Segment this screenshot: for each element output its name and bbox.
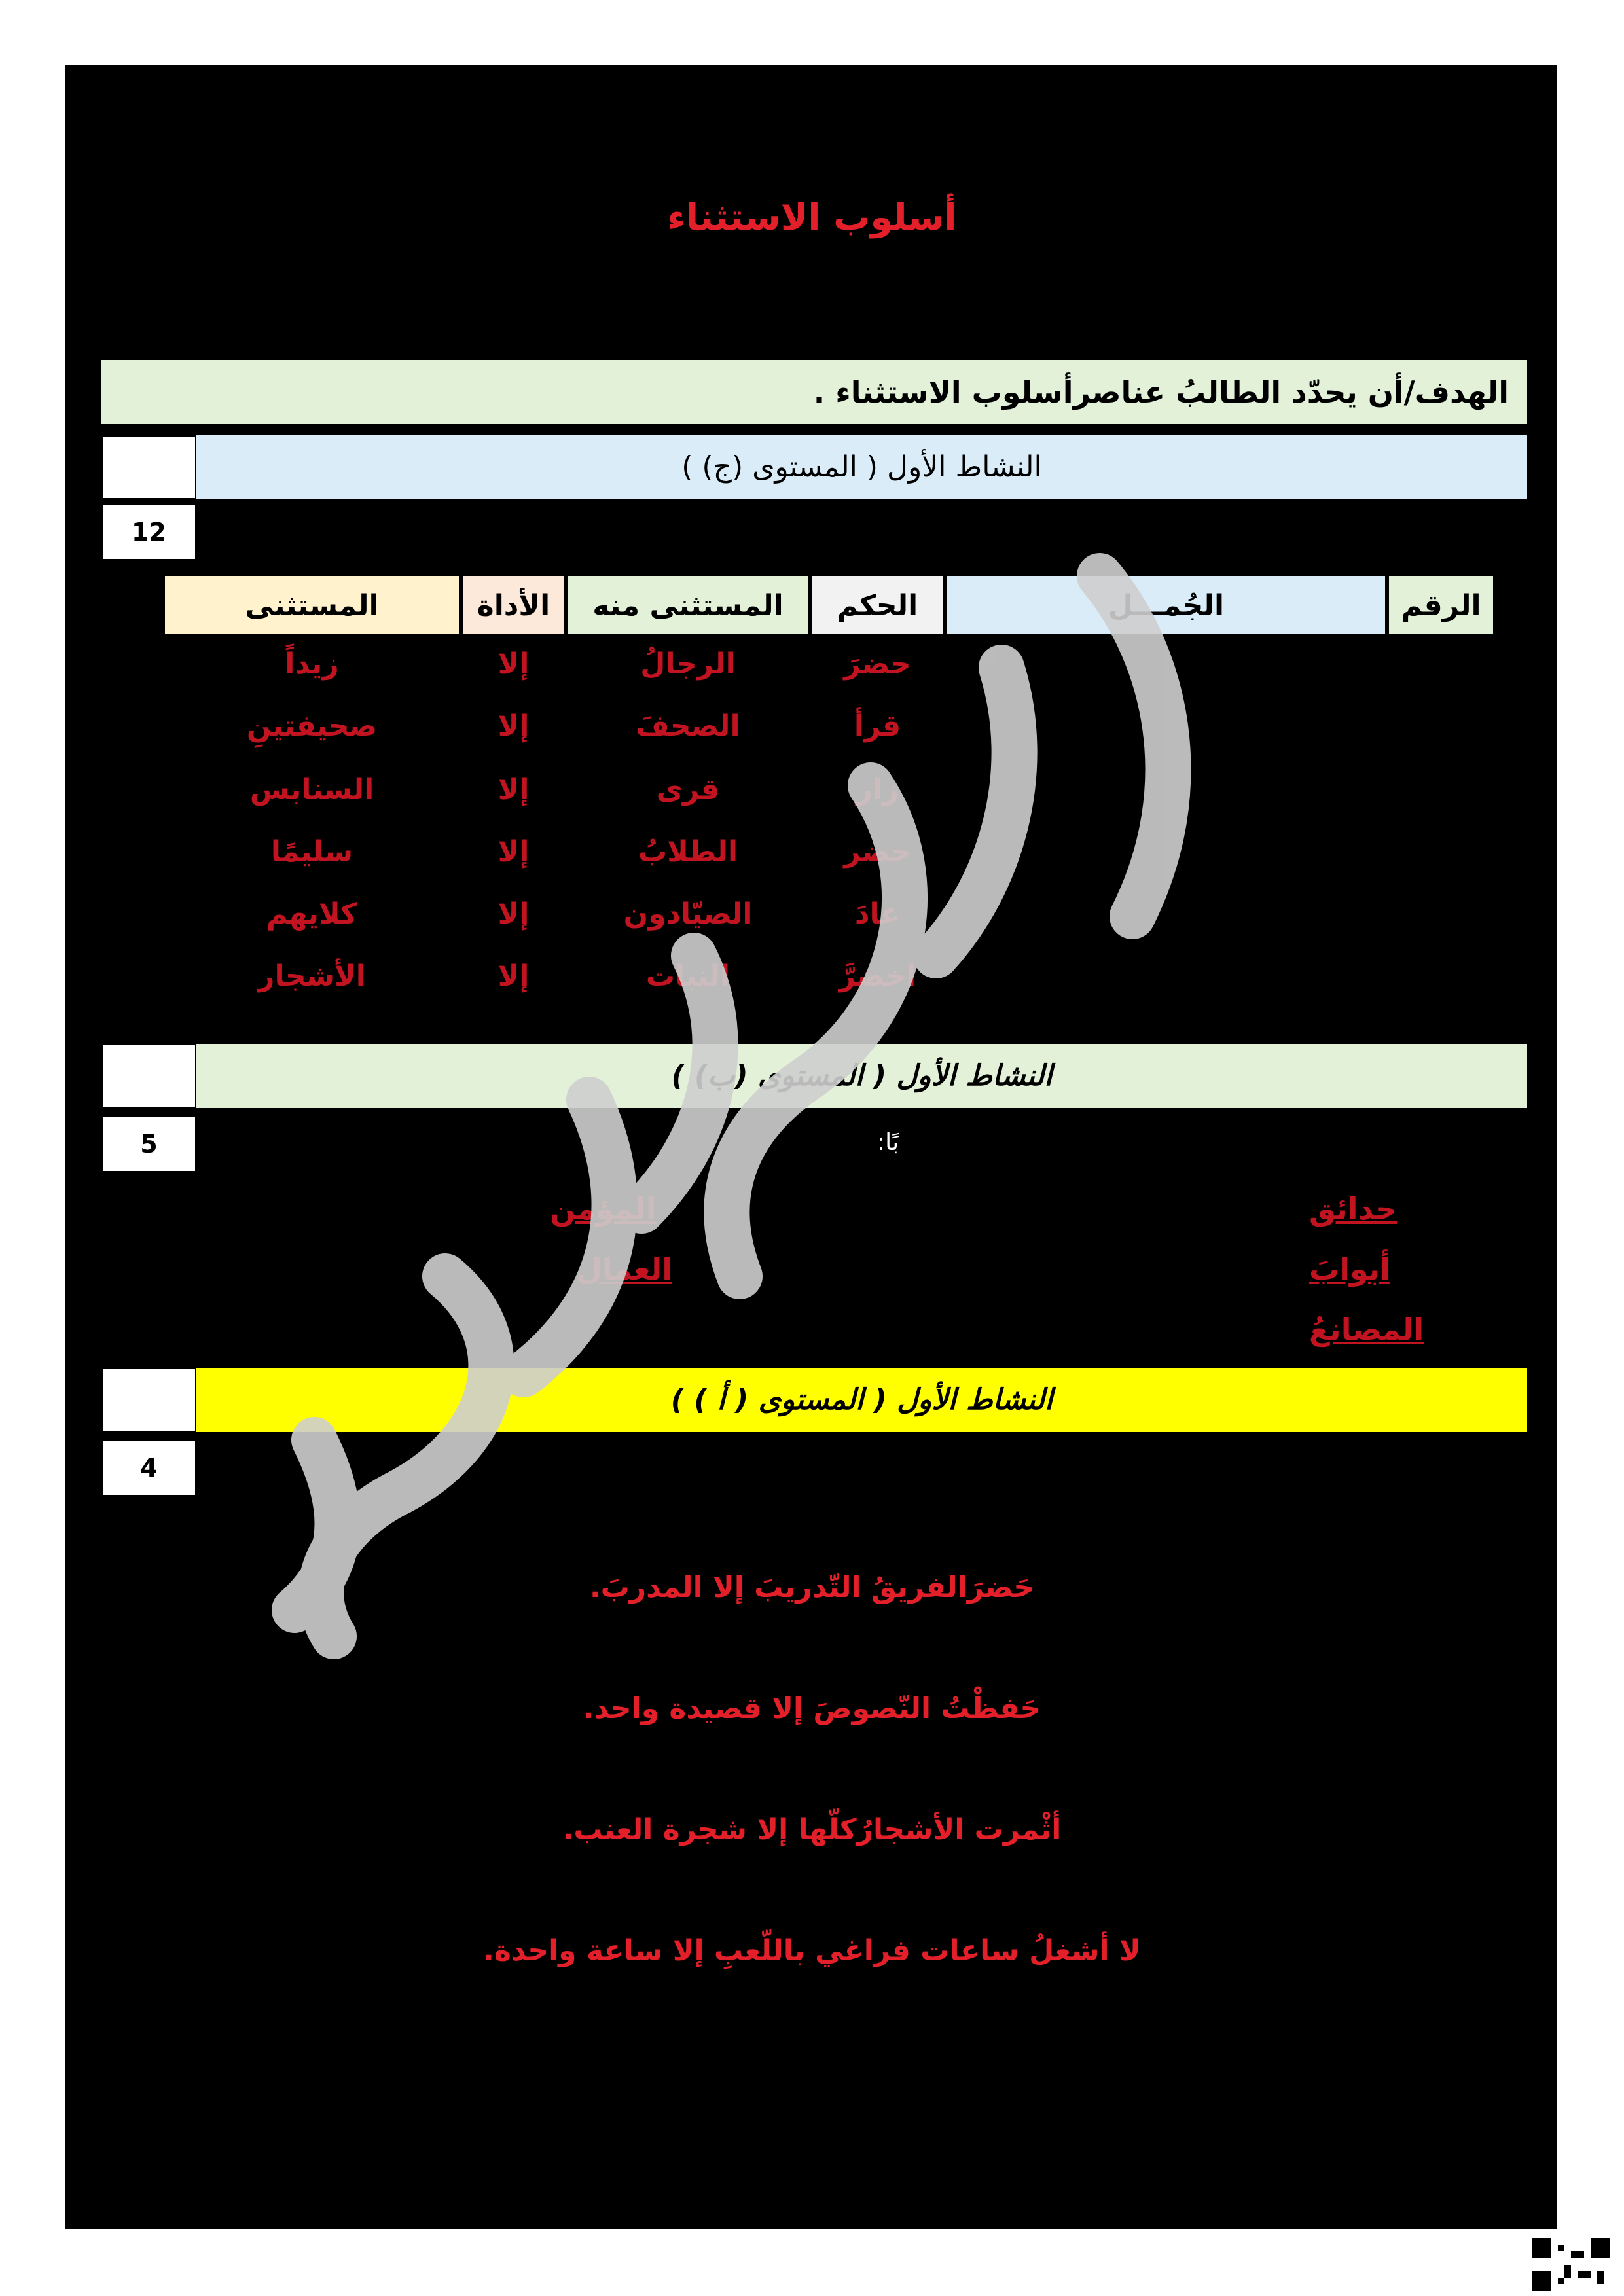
activity-b-header: النشاط الأول ( المستوى (ب) ) — [196, 1044, 1527, 1108]
cell-tool: إلا — [497, 897, 530, 931]
word-right-1: حدائق — [1309, 1191, 1398, 1227]
cell-excepted-from: الصحفَ — [636, 709, 740, 743]
cell-excepted: السنابس — [249, 773, 374, 806]
cell-excepted: الأشجار — [258, 960, 366, 993]
cell-excepted-from: الصيّادون — [623, 897, 753, 931]
qr-code-icon — [1532, 2238, 1610, 2291]
header-number: الرقم — [1388, 575, 1494, 635]
score-c: 12 — [101, 504, 196, 560]
cell-verb: قرأ — [854, 709, 901, 743]
score-box-b — [101, 1044, 196, 1108]
page-title: أسلوب الاستثناء — [667, 196, 957, 239]
cell-verb: حضر — [844, 835, 911, 869]
cell-excepted: زيداً — [285, 647, 339, 681]
cell-excepted: صحيفتينِ — [246, 709, 378, 743]
score-b: 5 — [101, 1116, 196, 1172]
score-box-c — [101, 435, 196, 499]
header-tool: الأداة — [461, 575, 566, 635]
sentence-4: لا أشغلُ ساعات فراغي باللّعبِ إلا ساعة واحدة. — [483, 1934, 1141, 1967]
cell-tool: إلا — [497, 960, 530, 993]
cell-excepted-from: النبات — [645, 960, 731, 993]
cell-excepted: كلايهم — [266, 897, 358, 931]
word-right-2: أبوابَ — [1309, 1251, 1390, 1287]
cell-tool: إلا — [497, 835, 530, 869]
activity-a-header: النشاط الأول ( المستوى ( أ ) ) — [196, 1368, 1527, 1432]
sentence-3: أثْمرت الأشجارُكلّها إلا شجرة العنب. — [562, 1813, 1062, 1846]
cell-excepted-from: قرى — [656, 773, 720, 806]
cell-tool: إلا — [497, 647, 530, 681]
cell-tool: إلا — [497, 709, 530, 743]
header-excepted: المستثنى — [164, 575, 460, 635]
word-right-3: المصانعُ — [1309, 1312, 1424, 1347]
cell-verb: زار — [856, 773, 899, 806]
word-left-2: العمال — [576, 1251, 673, 1287]
cell-excepted-from: الرجالُ — [640, 647, 736, 681]
goal-bar: الهدف/أن يحدّد الطالبُ عناصرأسلوب الاستثناء . — [101, 360, 1527, 424]
score-a: 4 — [101, 1440, 196, 1496]
cell-excepted-from: الطلابُ — [638, 835, 738, 869]
sentence-2: حَفظْتُ النّصوصَ إلا قصيدة واحد. — [583, 1692, 1041, 1725]
cell-verb: حضرَ — [844, 647, 911, 681]
cell-tool: إلا — [497, 773, 530, 806]
header-excepted-from: المستثنى منه — [567, 575, 809, 635]
score-box-a — [101, 1368, 196, 1432]
cell-verb: عادَ — [854, 897, 901, 931]
cell-verb: اخضرَّ — [839, 960, 916, 993]
sentence-1: حَضرَالفريقُ التّدريبَ إلا المدربَ. — [589, 1571, 1035, 1604]
fragment-text: بًا: — [877, 1129, 899, 1156]
header-sentences: الجُمـــل — [946, 575, 1386, 635]
cell-excepted: سليمًا — [270, 835, 353, 869]
header-verb: الحكم — [810, 575, 945, 635]
activity-c-header: النشاط الأول ( المستوى (ج) ) — [196, 435, 1527, 499]
word-left-1: المؤمن — [550, 1191, 657, 1227]
